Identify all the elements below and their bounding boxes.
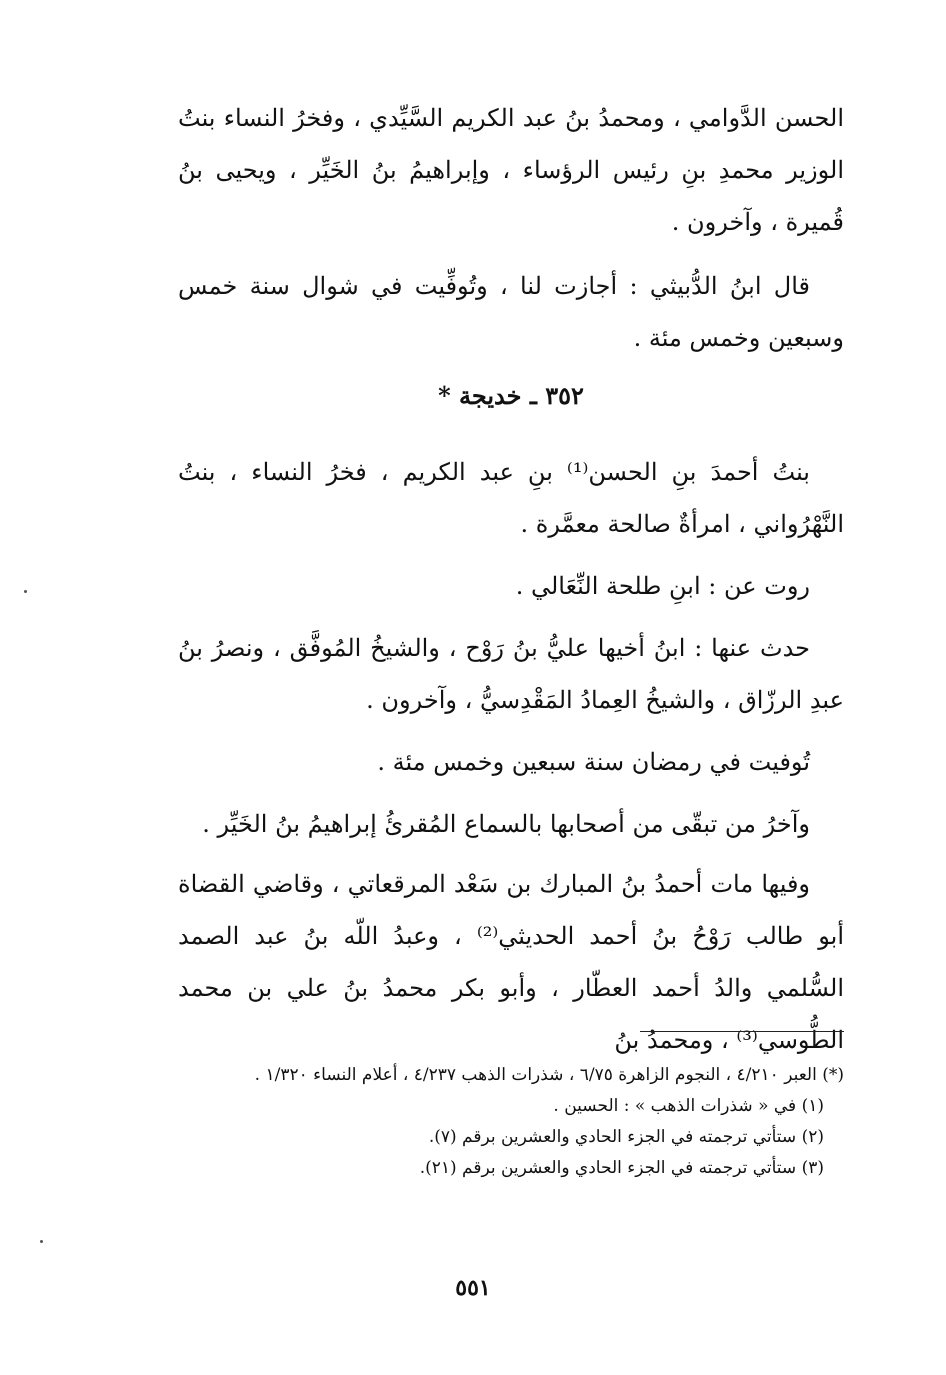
page-number: ٥٥١ [455, 1275, 491, 1301]
paragraph-lineage: بنتُ أحمدَ بنِ الحسن⁽¹⁾ بنِ عبد الكريم ، فخرُ النساء ، بنتُ النَّهْرُواني ، امرأةٌ صالحة معمَّرة . [178, 458, 844, 538]
footnote-3: (٣) ستأتي ترجمته في الجزء الحادي والعشرين برقم (٢١). [419, 1158, 824, 1178]
paragraph-last-student: وآخرُ من تبقّى من أصحابها بالسماع المُقرئُ إبراهيمُ بنُ الخَيِّر . [202, 810, 810, 838]
footnotes [178, 1060, 844, 1184]
paragraph-narrated-from: روت عن : ابنِ طلحة النِّعَالي . [515, 572, 810, 600]
paragraph-continuation: الحسن الدَّوامي ، ومحمدُ بنُ عبد الكريم السَّيِّدي ، وفخرُ النساء بنتُ الوزير محمدِ بنِ رئيس الرؤساء ، وإبراهيمُ بنُ الخَيِّر ، ويحيى بنُ قُميرة ، وآخرون . [178, 104, 845, 236]
scan-speck [40, 1240, 43, 1243]
paragraph-death: تُوفيت في رمضان سنة سبعين وخمس مئة . [377, 748, 810, 776]
footnote-1: (١) في « شذرات الذهب » : الحسين . [553, 1096, 824, 1116]
paragraph-narrated-by: حدث عنها : ابنُ أخيها عليُّ بنُ رَوْح ، والشيخُ المُوفَّق ، ونصرُ بنُ عبدِ الرزّاق ، والشيخُ العِمادُ المَقْدِسيُّ ، وآخرون . [178, 634, 844, 714]
footnote-separator [640, 1031, 844, 1032]
paragraph-ibn-dubaythi: قال ابنُ الدُّبيثي : أجازت لنا ، وتُوفِّيت في شوال سنة خمس وسبعين وخمس مئة . [178, 272, 844, 352]
footnote-star: (*) العبر ٤/٢١٠ ، النجوم الزاهرة ٦/٧٥ ، شذرات الذهب ٤/٢٣٧ ، أعلام النساء ١/٣٢٠ . [254, 1065, 844, 1085]
scan-speck [24, 590, 27, 593]
entry-heading: ٣٥٢ ـ خديجة * [438, 381, 584, 410]
footnote-2: (٢) ستأتي ترجمته في الجزء الحادي والعشرين برقم (٧). [428, 1127, 824, 1147]
paragraph-deaths-that-year: وفيها مات أحمدُ بنُ المبارك بن سَعْد المرقعاتي ، وقاضي القضاة أبو طالب رَوْحُ بنُ أحمد الحديثي⁽²⁾ ، وعبدُ اللّه بنُ عبد الصمد السُّلمي والدُ أحمد العطّار ، وأبو بكر محمدُ بنُ علي بن محمد الطُّوسي⁽³⁾ ، ومحمدُ بنُ [178, 870, 844, 1054]
